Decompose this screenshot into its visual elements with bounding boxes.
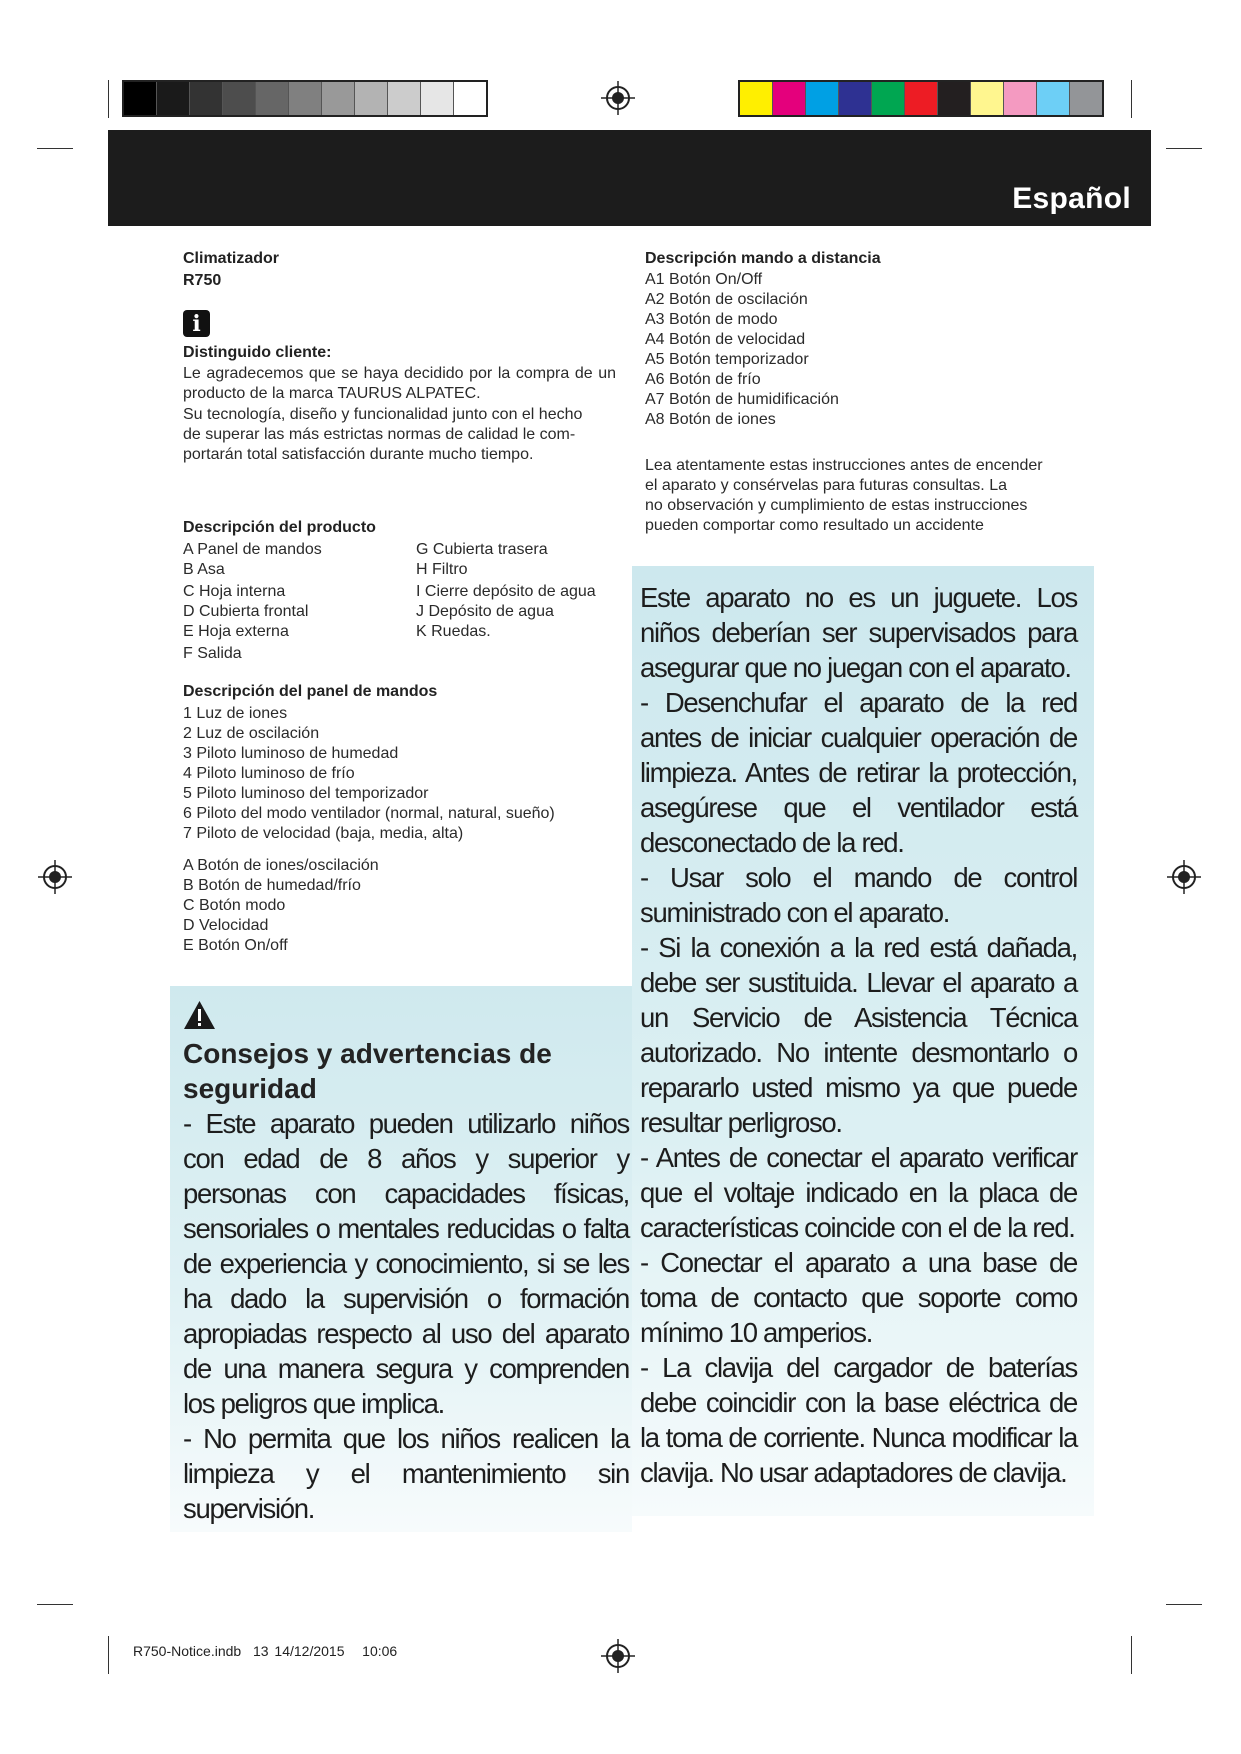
print-time: 10:06 bbox=[362, 1643, 398, 1659]
color-swatch bbox=[806, 82, 839, 115]
header-bar bbox=[108, 130, 1151, 226]
print-slug bbox=[133, 1643, 397, 1659]
product-description-title: Descripción del producto bbox=[183, 519, 376, 536]
color-swatch bbox=[454, 82, 486, 115]
list-item: G Cubierta trasera bbox=[416, 541, 548, 558]
control-panel-buttons-list bbox=[183, 856, 379, 956]
list-item: A Panel de mandos bbox=[183, 541, 322, 558]
list-item: K Ruedas. bbox=[416, 623, 491, 640]
greeting-title: Distinguido cliente: bbox=[183, 344, 332, 361]
crop-mark bbox=[1131, 1636, 1132, 1674]
list-item: A4 Botón de velocidad bbox=[645, 331, 806, 348]
color-swatch bbox=[971, 82, 1004, 115]
list-item: 4 Piloto luminoso de frío bbox=[183, 765, 355, 782]
remote-buttons-list bbox=[645, 270, 839, 430]
list-item: 1 Luz de iones bbox=[183, 705, 288, 722]
safety-paragraph: Este aparato no es un juguete. Los niños deberían ser supervisados para asegurar que no juegan con el aparato. bbox=[640, 582, 1077, 683]
safety-paragraph: - Si la conexión a la red está dañada, debe ser sustituida. Llevar el aparato a un Servicio de Asistencia Técnica autorizado. No intente desmontarlo o repararlo usted mismo ya que puede resultar perligroso. bbox=[640, 932, 1077, 1138]
product-model: R750 bbox=[183, 272, 222, 289]
safety-text-right bbox=[640, 580, 1077, 1490]
crop-mark bbox=[1166, 148, 1202, 149]
safety-paragraph: - No permita que los niños realicen la limpieza y el mantenimiento sin supervisión. bbox=[183, 1423, 629, 1524]
list-item: 3 Piloto luminoso de humedad bbox=[183, 745, 399, 762]
greeting-paragraph-2: Su tecnología, diseño y funcionalidad junto con el hecho de superar las más estrictas normas de calidad le com- portarán total satisfacción durante mucho tiempo. bbox=[183, 406, 583, 463]
list-item: 5 Piloto luminoso del temporizador bbox=[183, 785, 429, 802]
crop-mark bbox=[108, 1636, 109, 1674]
list-item: A2 Botón de oscilación bbox=[645, 291, 808, 308]
remote-title: Descripción mando a distancia bbox=[645, 250, 881, 267]
product-parts-list-2 bbox=[416, 540, 596, 642]
color-swatch bbox=[905, 82, 938, 115]
safety-paragraph: - Desenchufar el aparato de la red antes de iniciar cualquier operación de limpieza. Antes de retirar la protección, asegúrese que el ventilador está desconectado de la red. bbox=[640, 687, 1077, 858]
list-item: E Hoja externa bbox=[183, 623, 289, 640]
crop-mark bbox=[37, 1604, 73, 1605]
language-title: Español bbox=[1012, 182, 1131, 215]
list-item: 2 Luz de oscilación bbox=[183, 725, 320, 742]
color-swatch bbox=[190, 82, 223, 115]
crop-mark bbox=[37, 148, 73, 149]
crop-mark bbox=[108, 80, 109, 118]
safety-paragraph: - La clavija del cargador de baterías debe coincidir con la base eléctrica de la toma de corriente. Nunca modificar la clavija. No usar adaptadores de clavija. bbox=[640, 1352, 1077, 1488]
list-item: I Cierre depósito de agua bbox=[416, 583, 596, 600]
color-swatch bbox=[388, 82, 421, 115]
list-item: B Asa bbox=[183, 561, 225, 578]
color-swatch bbox=[355, 82, 388, 115]
list-item: A7 Botón de humidificación bbox=[645, 391, 839, 408]
list-item: E Botón On/off bbox=[183, 937, 288, 954]
color-swatch bbox=[223, 82, 256, 115]
registration-mark-icon bbox=[38, 860, 72, 894]
color-swatch bbox=[124, 82, 157, 115]
color-swatch bbox=[839, 82, 872, 115]
color-swatch bbox=[740, 82, 773, 115]
crop-mark bbox=[1131, 80, 1132, 118]
file-name: R750-Notice.indb bbox=[133, 1643, 242, 1659]
color-swatch bbox=[872, 82, 905, 115]
registration-mark-icon bbox=[1167, 860, 1201, 894]
print-date: 14/12/2015 bbox=[274, 1643, 345, 1659]
list-item: H Filtro bbox=[416, 561, 468, 578]
list-item: C Botón modo bbox=[183, 897, 286, 914]
control-panel-lights-list bbox=[183, 704, 555, 844]
list-item: A3 Botón de modo bbox=[645, 311, 778, 328]
list-item: 7 Piloto de velocidad (baja, media, alta) bbox=[183, 825, 464, 842]
control-panel-title: Descripción del panel de mandos bbox=[183, 683, 438, 700]
color-swatch bbox=[1004, 82, 1037, 115]
list-item: A5 Botón temporizador bbox=[645, 351, 809, 368]
list-item: A8 Botón de iones bbox=[645, 411, 776, 428]
crop-mark bbox=[1166, 1604, 1202, 1605]
list-item: C Hoja interna bbox=[183, 583, 286, 600]
list-item: D Cubierta frontal bbox=[183, 603, 309, 620]
list-item: 6 Piloto del modo ventilador (normal, natural, sueño) bbox=[183, 805, 555, 822]
safety-text-left bbox=[183, 1106, 629, 1526]
safety-paragraph: - Antes de conectar el aparato verificar que el voltaje indicado en la placa de características coincide con el de la red. bbox=[640, 1142, 1077, 1243]
registration-mark-icon bbox=[601, 1639, 635, 1673]
color-swatch bbox=[1070, 82, 1102, 115]
color-swatch bbox=[773, 82, 806, 115]
color-swatch bbox=[421, 82, 454, 115]
color-swatch bbox=[157, 82, 190, 115]
warning-icon bbox=[183, 1000, 216, 1030]
color-swatch bbox=[1037, 82, 1070, 115]
list-item: F Salida bbox=[183, 645, 242, 662]
list-item: J Depósito de agua bbox=[416, 603, 554, 620]
product-parts-list bbox=[183, 540, 322, 664]
color-swatch bbox=[256, 82, 289, 115]
color-swatch bbox=[322, 82, 355, 115]
info-icon: i bbox=[183, 310, 210, 337]
color-swatch bbox=[938, 82, 971, 115]
list-item: D Velocidad bbox=[183, 917, 269, 934]
process-color-bar bbox=[738, 80, 1104, 117]
registration-mark-icon bbox=[601, 81, 635, 115]
grayscale-color-bar bbox=[122, 80, 488, 117]
greeting-paragraph: Le agradecemos que se haya decidido por la compra de un producto de la marca TAURUS ALPATEC. bbox=[183, 365, 616, 402]
product-type: Climatizador bbox=[183, 250, 280, 267]
safety-paragraph: - Conectar el aparato a una base de toma de contacto que soporte como mínimo 10 amperios. bbox=[640, 1247, 1077, 1348]
read-instructions-note: Lea atentamente estas instrucciones antes de encender el aparato y consérvelas para futuras consultas. La no observación y cumplimiento de estas instrucciones pueden comportar como resultado un accidente bbox=[645, 457, 1043, 534]
safety-title: Consejos y advertencias de seguridad bbox=[183, 1038, 552, 1104]
color-swatch bbox=[289, 82, 322, 115]
list-item: B Botón de humedad/frío bbox=[183, 877, 361, 894]
list-item: A1 Botón On/Off bbox=[645, 271, 763, 288]
safety-paragraph: - Usar solo el mando de control suministrado con el aparato. bbox=[640, 862, 1077, 928]
list-item: A Botón de iones/oscilación bbox=[183, 857, 379, 874]
list-item: A6 Botón de frío bbox=[645, 371, 761, 388]
safety-paragraph: - Este aparato pueden utilizarlo niños con edad de 8 años y superior y personas con capacidades físicas, sensoriales o mentales reducidas o falta de experiencia y conocimiento, si se les ha dado la supervisión o formación apropiadas respecto al uso del aparato de una manera segura y comprenden los peligros que implica. bbox=[183, 1108, 629, 1419]
page-number: 13 bbox=[252, 1643, 269, 1659]
